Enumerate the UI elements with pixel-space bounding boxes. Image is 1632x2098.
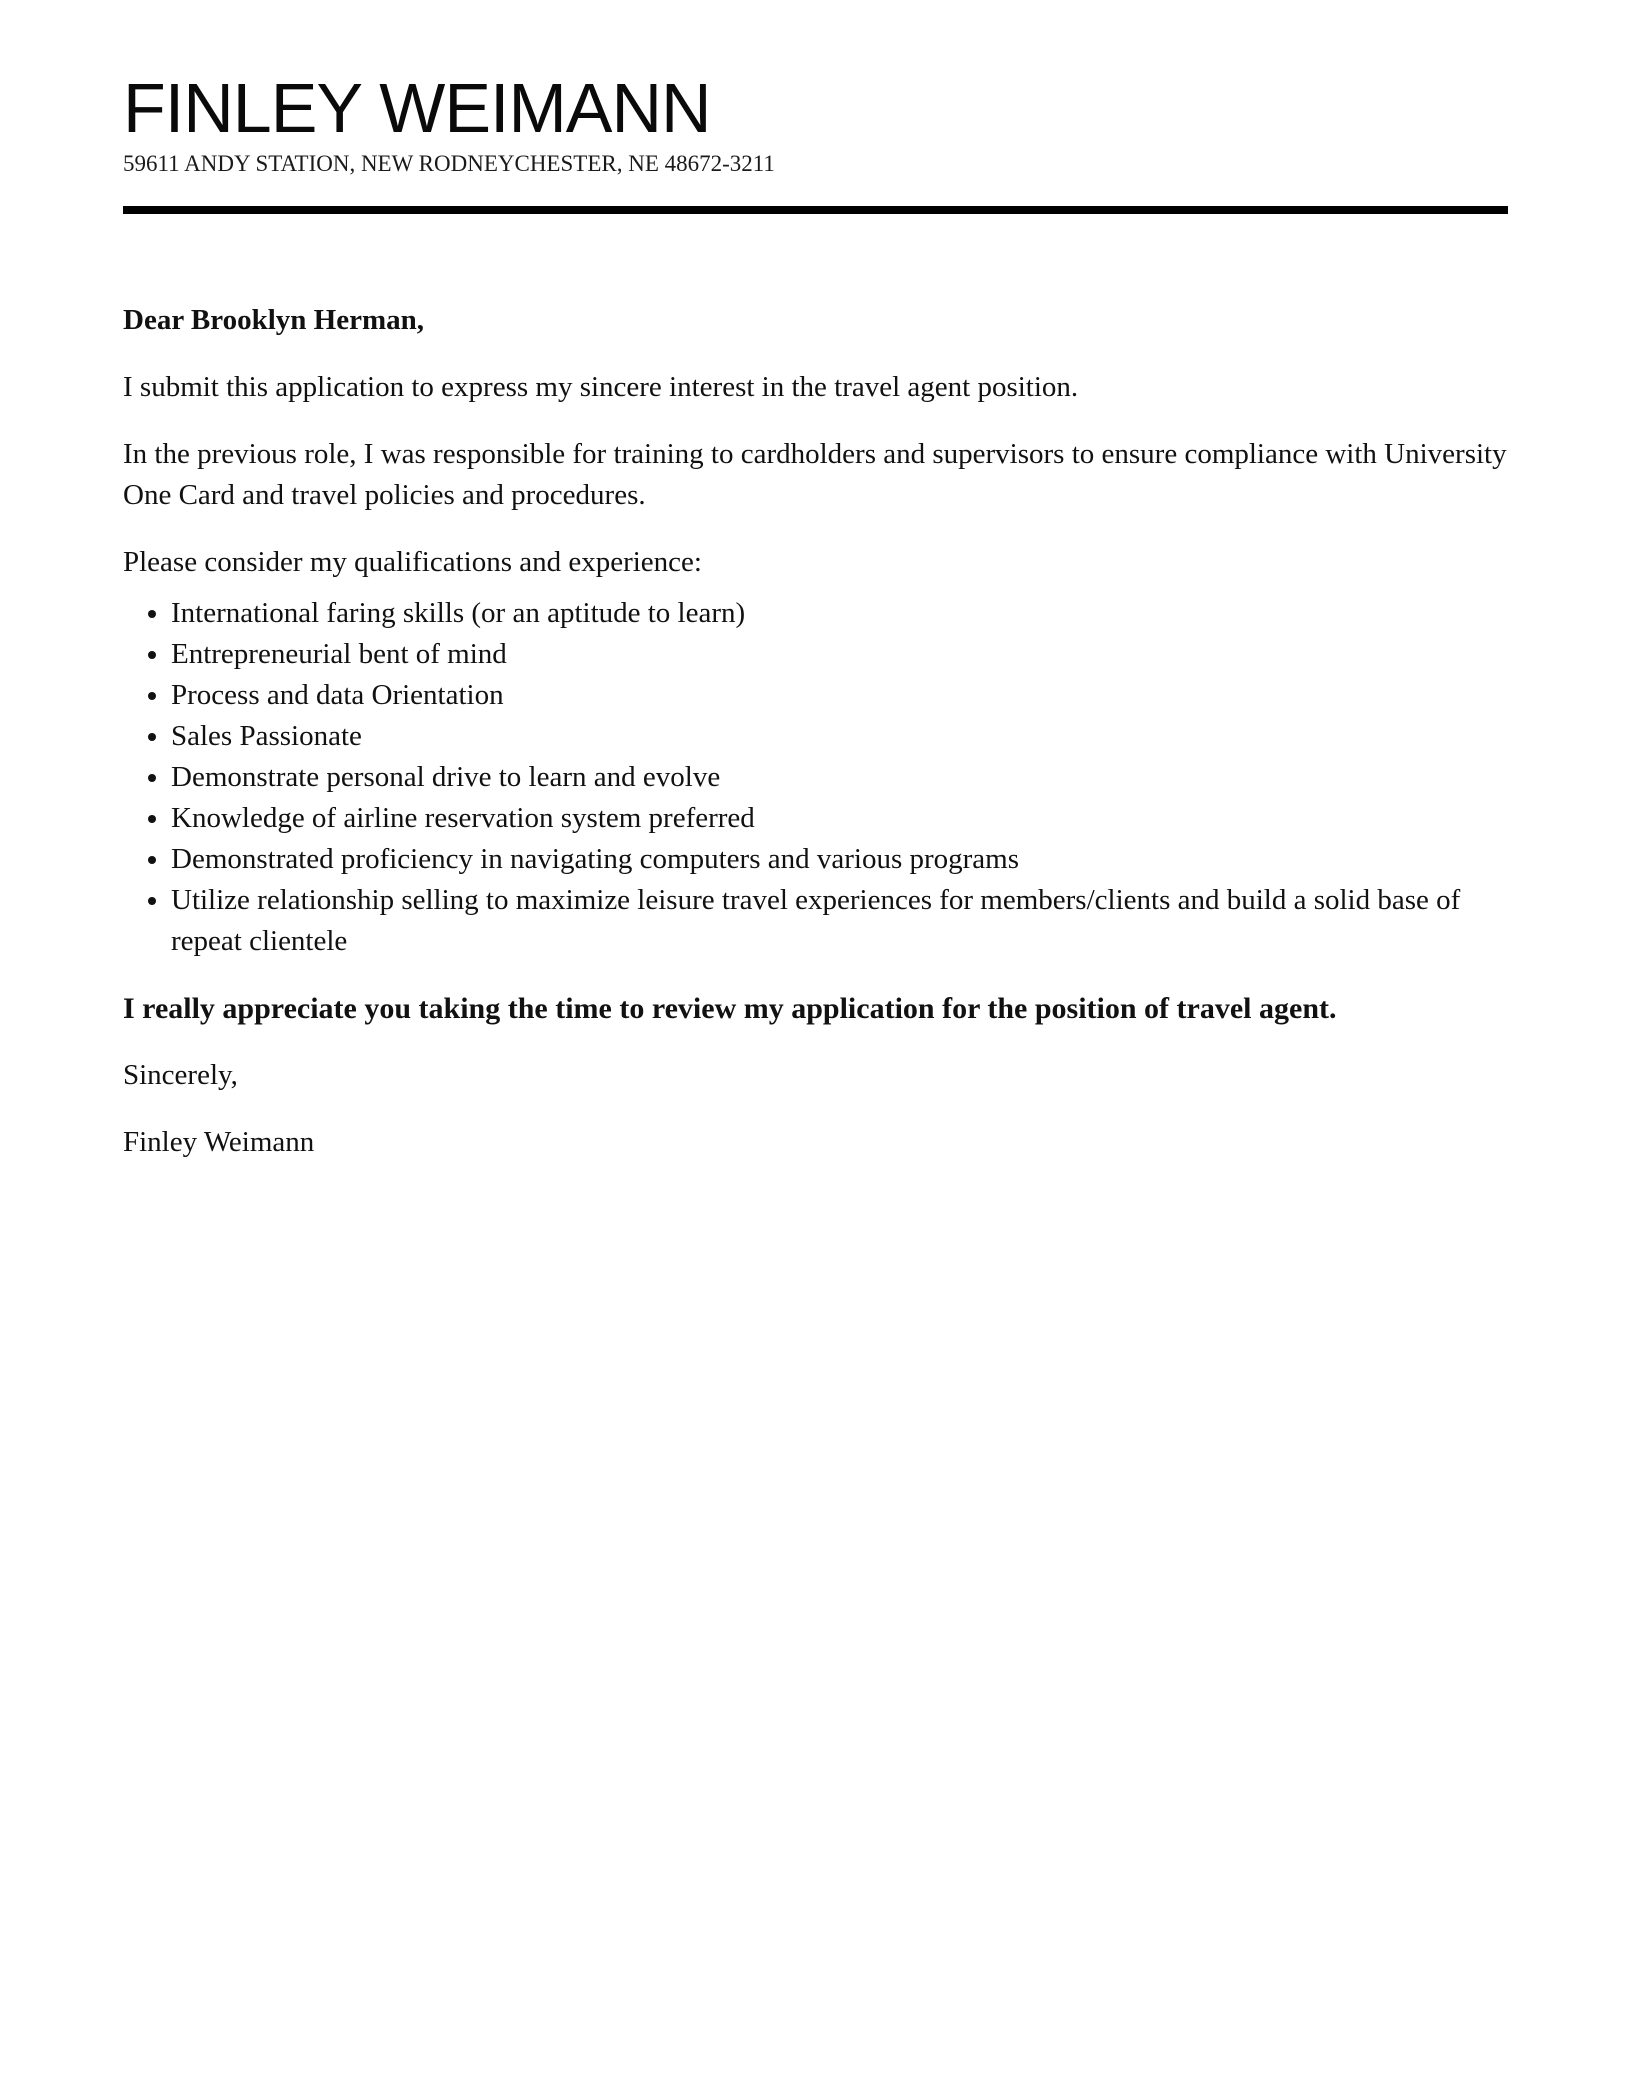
- letter-body: [123, 300, 1508, 1189]
- qualification-item: • International faring skills (or an aptitude to learn): [171, 593, 1508, 634]
- salutation: Dear Brooklyn Herman,: [123, 304, 425, 336]
- qualification-item: • Sales Passionate: [171, 716, 1508, 757]
- signature-name: Finley Weimann: [123, 1126, 315, 1158]
- applicant-name: FINLEY WEIMANN: [123, 69, 711, 147]
- closing-statement: I really appreciate you taking the time to review my application for the position of travel agent.: [123, 992, 1337, 1025]
- qualification-item: • Knowledge of airline reservation system preferred: [171, 798, 1508, 839]
- qualifications-intro: Please consider my qualifications and experience:: [123, 546, 702, 578]
- qualification-item: • Process and data Orientation: [171, 675, 1508, 716]
- applicant-address: 59611 ANDY STATION, NEW RODNEYCHESTER, NE 48672-3211: [123, 151, 775, 176]
- qualifications-list: [123, 593, 1508, 962]
- qualification-item: • Demonstrate personal drive to learn and evolve: [171, 757, 1508, 798]
- valediction: Sincerely,: [123, 1059, 238, 1091]
- qualification-item: • Demonstrated proficiency in navigating computers and various programs: [171, 839, 1508, 880]
- qualification-item: • Entrepreneurial bent of mind: [171, 634, 1508, 675]
- experience-paragraph: In the previous role, I was responsible for training to cardholders and supervisors to ensure compliance with University One Card and travel policies and procedures.: [123, 438, 1507, 511]
- qualification-item: • Utilize relationship selling to maximize leisure travel experiences for members/clients and build a solid base of repeat clientele: [171, 880, 1508, 962]
- intro-paragraph: I submit this application to express my sincere interest in the travel agent position.: [123, 371, 1079, 403]
- header-divider: [123, 206, 1508, 214]
